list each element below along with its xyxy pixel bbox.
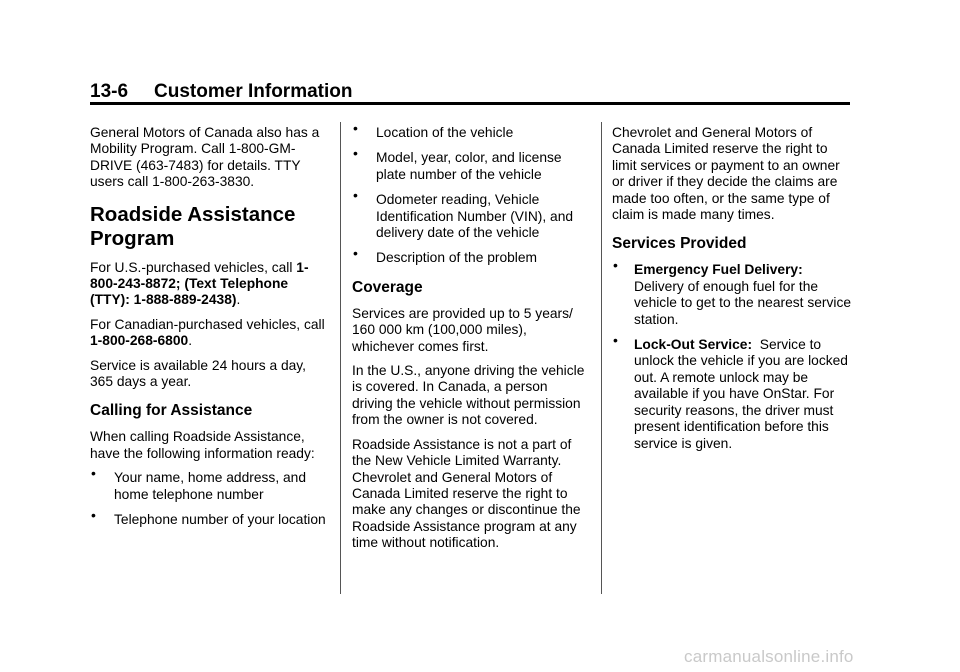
list-item: • Odometer reading, Vehicle Identification Number (VIN), and delivery date of the vehicle: [352, 192, 592, 241]
mobility-paragraph: General Motors of Canada also has a Mobility Program. Call 1-800-GM-DRIVE (463-7483) for details. TTY users call 1-800-263-3830.: [90, 125, 320, 190]
services-list: [612, 262, 852, 451]
info-list: [90, 470, 330, 528]
header-rule: [90, 102, 850, 105]
section-heading-roadside: Roadside Assistance Program: [90, 202, 296, 250]
subheading-services: Services Provided: [612, 235, 747, 253]
us-phone-number: 1-800-243-8872; (Text Telephone (TTY): 1-888-889-2438): [90, 259, 309, 308]
list-item: • Emergency Fuel Delivery: Delivery of enough fuel for the vehicle to get to the nearest service station.: [612, 262, 852, 328]
canada-phone-number: 1-800-268-6800: [90, 333, 189, 349]
list-item: • Your name, home address, and home telephone number: [90, 470, 330, 503]
page-title: Customer Information: [154, 81, 353, 102]
claims-paragraph: Chevrolet and General Motors of Canada Limited reserve the right to limit services or payment to an owner or driver if they decide the claims are made too often, or the same type of claim is made many times.: [612, 125, 840, 223]
coverage-paragraph-2: In the U.S., anyone driving the vehicle is covered. In Canada, a person driving the vehicle without permission from the owner is not covered.: [352, 363, 585, 428]
list-item: • Description of the problem: [352, 250, 592, 266]
info-list-continued: [352, 125, 592, 267]
calling-paragraph: When calling Roadside Assistance, have the following information ready:: [90, 429, 315, 461]
column-divider-1: [340, 122, 341, 594]
column-divider-2: [601, 122, 602, 594]
canada-phone-paragraph: For Canadian-purchased vehicles, call 1-800-268-6800.: [90, 316, 325, 349]
column-1: [90, 125, 330, 538]
availability-paragraph: Service is available 24 hours a day, 365 days a year.: [90, 357, 307, 390]
page-header: [90, 81, 352, 103]
list-item: • Lock-Out Service: Service to unlock the vehicle if you are locked out. A remote unlock may be available if you have OnStar. For security reasons, the driver must present identification before this service is given.: [612, 337, 852, 452]
page-number: 13-6: [90, 81, 129, 102]
service-label: Emergency Fuel Delivery:: [634, 262, 803, 278]
coverage-paragraph-1: Services are provided up to 5 years/ 160 000 km (100,000 miles), whichever comes first.: [352, 305, 573, 354]
list-item: • Location of the vehicle: [352, 125, 592, 141]
service-label: Lock-Out Service:: [634, 337, 753, 353]
column-2: [352, 125, 592, 560]
coverage-paragraph-3: Roadside Assistance is not a part of the New Vehicle Limited Warranty. Chevrolet and General Motors of Canada Limited reserve the right to make any changes or discontinue the Roadside Assistance program at any time without notification.: [352, 436, 581, 551]
list-item: • Telephone number of your location: [90, 512, 330, 528]
list-item: • Model, year, color, and license plate number of the vehicle: [352, 150, 592, 183]
subheading-calling: Calling for Assistance: [90, 402, 253, 420]
watermark: carmanualsonline.info: [684, 647, 854, 666]
subheading-coverage: Coverage: [352, 278, 423, 296]
us-phone-paragraph: For U.S.-purchased vehicles, call 1-800-243-8872; (Text Telephone (TTY): 1-888-889-2438).: [90, 259, 309, 308]
column-3: [612, 125, 852, 461]
